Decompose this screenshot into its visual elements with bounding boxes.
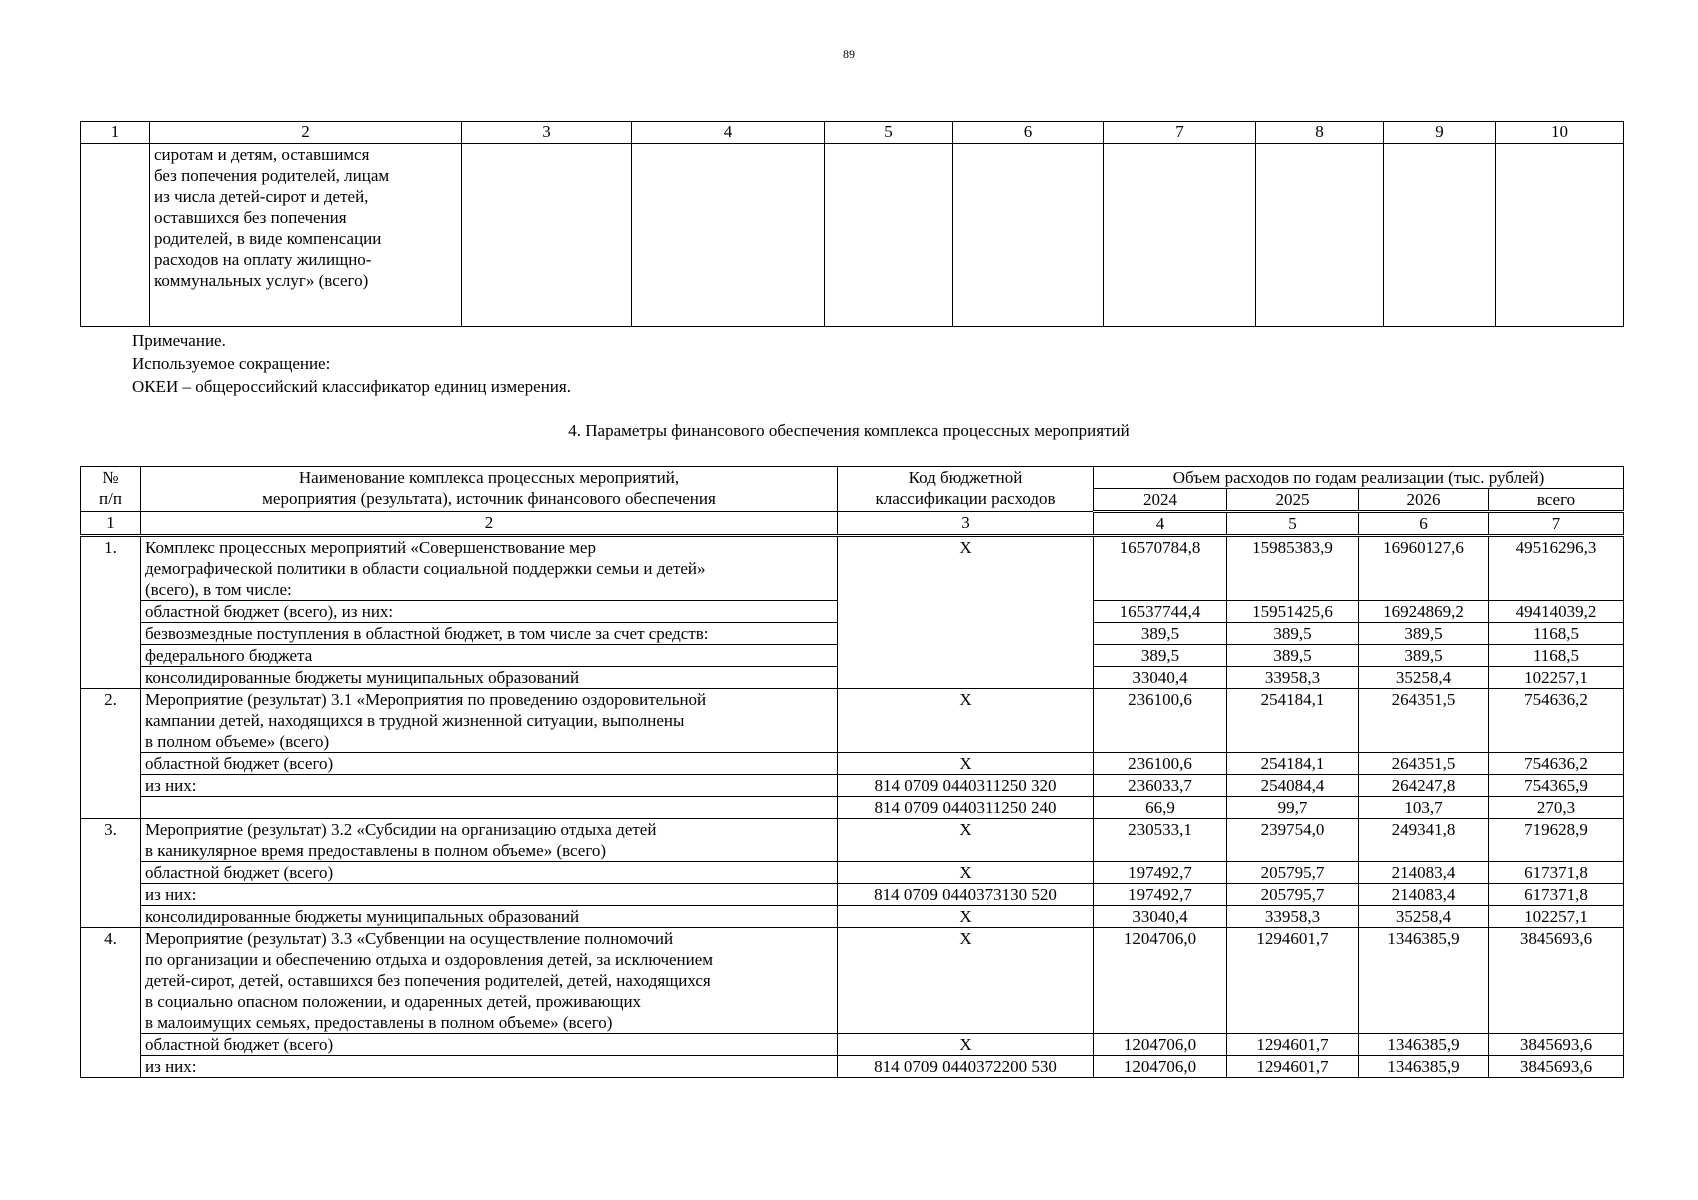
row-name: из них:	[141, 884, 838, 906]
amount-cell: 103,7	[1359, 797, 1489, 819]
table-row	[81, 928, 1624, 1034]
amount-cell: 236100,6	[1094, 753, 1227, 775]
note-abbreviation: ОКЕИ – общероссийский классификатор единиц измерения.	[132, 377, 571, 396]
amount-cell: 16960127,6	[1359, 536, 1489, 601]
col-number: 1	[81, 512, 141, 536]
amount-cell: 754636,2	[1489, 689, 1624, 753]
amount-cell: 254184,1	[1227, 689, 1359, 753]
amount-cell: 102257,1	[1489, 667, 1624, 689]
col-number: 3	[838, 512, 1094, 536]
table-row	[81, 753, 1624, 775]
amount-cell: 254084,4	[1227, 775, 1359, 797]
col-number: 10	[1496, 122, 1624, 144]
amount-cell: 205795,7	[1227, 862, 1359, 884]
row-number: 4.	[81, 928, 141, 1078]
amount-cell: 3845693,6	[1489, 1056, 1624, 1078]
amount-cell: 264247,8	[1359, 775, 1489, 797]
table-row	[81, 797, 1624, 819]
budget-code: Х	[838, 1034, 1094, 1056]
note-title: Примечание.	[132, 331, 226, 350]
amount-cell: 33040,4	[1094, 906, 1227, 928]
amount-cell: 102257,1	[1489, 906, 1624, 928]
row-name: областной бюджет (всего), из них:	[141, 601, 838, 623]
amount-cell: 1346385,9	[1359, 1056, 1489, 1078]
amount-cell: 1204706,0	[1094, 1034, 1227, 1056]
row-name: областной бюджет (всего)	[141, 862, 838, 884]
table-row	[81, 1034, 1624, 1056]
amount-cell: 264351,5	[1359, 753, 1489, 775]
col-number: 7	[1489, 512, 1624, 536]
row-description: сиротам и детям, оставшимся без попечения родителей, лицам из числа детей-сирот и детей, оставшихся без попечения родителей, в виде компенсации расходов на оплату жилищно- коммунальных услуг» (всего)	[150, 144, 462, 327]
amount-cell: 617371,8	[1489, 884, 1624, 906]
note-subtitle: Используемое сокращение:	[132, 354, 331, 373]
amount-cell: 389,5	[1359, 623, 1489, 645]
col-number: 6	[1359, 512, 1489, 536]
row-name	[141, 797, 838, 819]
amount-cell: 719628,9	[1489, 819, 1624, 862]
col-number: 9	[1384, 122, 1496, 144]
table-row	[81, 884, 1624, 906]
amount-cell: 214083,4	[1359, 862, 1489, 884]
amount-cell: 754365,9	[1489, 775, 1624, 797]
col-number: 1	[81, 122, 150, 144]
row-name: Мероприятие (результат) 3.2 «Субсидии на организацию отдыха детей в каникулярное время предоставлены в полном объеме» (всего)	[141, 819, 838, 862]
year-header: 2025	[1227, 489, 1359, 512]
col-number: 8	[1256, 122, 1384, 144]
amount-cell: 389,5	[1359, 645, 1489, 667]
col-number: 4	[632, 122, 825, 144]
amount-cell: 66,9	[1094, 797, 1227, 819]
amount-cell: 1204706,0	[1094, 1056, 1227, 1078]
col-number: 4	[1094, 512, 1227, 536]
amount-cell: 270,3	[1489, 797, 1624, 819]
year-header: всего	[1489, 489, 1624, 512]
page-number: 89	[843, 47, 855, 61]
header-row	[81, 467, 1624, 489]
note	[132, 329, 571, 398]
amount-cell: 197492,7	[1094, 884, 1227, 906]
amount-cell: 214083,4	[1359, 884, 1489, 906]
year-header: 2024	[1094, 489, 1227, 512]
amount-cell: 33958,3	[1227, 906, 1359, 928]
column-number-row	[81, 122, 1624, 144]
table-row	[81, 775, 1624, 797]
table-row	[81, 862, 1624, 884]
header-volume: Объем расходов по годам реализации (тыс. рублей)	[1094, 467, 1624, 489]
amount-cell: 3845693,6	[1489, 928, 1624, 1034]
col-number: 2	[141, 512, 838, 536]
amount-cell: 1294601,7	[1227, 1034, 1359, 1056]
amount-cell: 197492,7	[1094, 862, 1227, 884]
col-number: 7	[1104, 122, 1256, 144]
budget-code: Х	[838, 928, 1094, 1034]
row-name: Комплекс процессных мероприятий «Совершенствование мер демографической политики в области социальной поддержки семьи и детей» (всего), в том числе:	[141, 536, 838, 601]
row-name: из них:	[141, 1056, 838, 1078]
amount-cell: 49516296,3	[1489, 536, 1624, 601]
section-title: 4. Параметры финансового обеспечения комплекса процессных мероприятий	[568, 421, 1130, 440]
budget-code: Х	[838, 536, 1094, 689]
amount-cell: 239754,0	[1227, 819, 1359, 862]
table-row	[81, 906, 1624, 928]
row-number: 3.	[81, 819, 141, 928]
amount-cell: 1346385,9	[1359, 928, 1489, 1034]
amount-cell: 16570784,8	[1094, 536, 1227, 601]
budget-code: 814 0709 0440372200 530	[838, 1056, 1094, 1078]
col-number: 5	[1227, 512, 1359, 536]
row-name: из них:	[141, 775, 838, 797]
row-name: областной бюджет (всего)	[141, 753, 838, 775]
budget-code: Х	[838, 819, 1094, 862]
budget-code: 814 0709 0440311250 320	[838, 775, 1094, 797]
amount-cell: 1294601,7	[1227, 1056, 1359, 1078]
amount-cell: 230533,1	[1094, 819, 1227, 862]
amount-cell: 1168,5	[1489, 645, 1624, 667]
amount-cell: 264351,5	[1359, 689, 1489, 753]
amount-cell: 33958,3	[1227, 667, 1359, 689]
amount-cell: 236100,6	[1094, 689, 1227, 753]
row-name: консолидированные бюджеты муниципальных образований	[141, 667, 838, 689]
row-name: Мероприятие (результат) 3.3 «Субвенции на осуществление полномочий по организации и обеспечению отдыха и оздоровления детей, за исключением детей-сирот, детей, оставшихся без попечения родителей, детей, находящихся в социально опасном положении, и одаренных детей, проживающих в малоимущих семьях, предоставлены в полном объеме» (всего)	[141, 928, 838, 1034]
budget-code: 814 0709 0440311250 240	[838, 797, 1094, 819]
table-row	[81, 689, 1624, 753]
column-number-row	[81, 512, 1624, 536]
financing-table	[80, 466, 1624, 1078]
amount-cell: 236033,7	[1094, 775, 1227, 797]
amount-cell: 617371,8	[1489, 862, 1624, 884]
year-header: 2026	[1359, 489, 1489, 512]
budget-code: Х	[838, 689, 1094, 753]
amount-cell: 35258,4	[1359, 667, 1489, 689]
header-number: № п/п	[81, 467, 141, 512]
table-row	[81, 144, 1624, 327]
col-number: 2	[150, 122, 462, 144]
amount-cell: 1294601,7	[1227, 928, 1359, 1034]
amount-cell: 35258,4	[1359, 906, 1489, 928]
budget-code: Х	[838, 862, 1094, 884]
continuation-table	[80, 121, 1624, 327]
row-number: 1.	[81, 536, 141, 689]
amount-cell: 15951425,6	[1227, 601, 1359, 623]
col-number: 6	[953, 122, 1104, 144]
amount-cell: 1204706,0	[1094, 928, 1227, 1034]
col-number: 5	[825, 122, 953, 144]
table-row	[81, 536, 1624, 601]
row-number: 2.	[81, 689, 141, 819]
amount-cell: 249341,8	[1359, 819, 1489, 862]
row-name: консолидированные бюджеты муниципальных образований	[141, 906, 838, 928]
budget-code: Х	[838, 753, 1094, 775]
amount-cell: 389,5	[1094, 645, 1227, 667]
amount-cell: 389,5	[1227, 623, 1359, 645]
amount-cell: 49414039,2	[1489, 601, 1624, 623]
row-name: безвозмездные поступления в областной бюджет, в том числе за счет средств:	[141, 623, 838, 645]
amount-cell: 389,5	[1094, 623, 1227, 645]
amount-cell: 3845693,6	[1489, 1034, 1624, 1056]
amount-cell: 389,5	[1227, 645, 1359, 667]
amount-cell: 205795,7	[1227, 884, 1359, 906]
row-name: федерального бюджета	[141, 645, 838, 667]
header-name: Наименование комплекса процессных мероприятий, мероприятия (результата), источник финансового обеспечения	[141, 467, 838, 512]
table-row	[81, 1056, 1624, 1078]
row-name: областной бюджет (всего)	[141, 1034, 838, 1056]
row-name: Мероприятие (результат) 3.1 «Мероприятия по проведению оздоровительной кампании детей, находящихся в трудной жизненной ситуации, выполнены в полном объеме» (всего)	[141, 689, 838, 753]
header-code: Код бюджетной классификации расходов	[838, 467, 1094, 512]
amount-cell: 33040,4	[1094, 667, 1227, 689]
amount-cell: 1168,5	[1489, 623, 1624, 645]
amount-cell: 15985383,9	[1227, 536, 1359, 601]
amount-cell: 16537744,4	[1094, 601, 1227, 623]
col-number: 3	[462, 122, 632, 144]
amount-cell: 754636,2	[1489, 753, 1624, 775]
table-row	[81, 819, 1624, 862]
amount-cell: 99,7	[1227, 797, 1359, 819]
amount-cell: 254184,1	[1227, 753, 1359, 775]
budget-code: Х	[838, 906, 1094, 928]
amount-cell: 1346385,9	[1359, 1034, 1489, 1056]
amount-cell: 16924869,2	[1359, 601, 1489, 623]
budget-code: 814 0709 0440373130 520	[838, 884, 1094, 906]
